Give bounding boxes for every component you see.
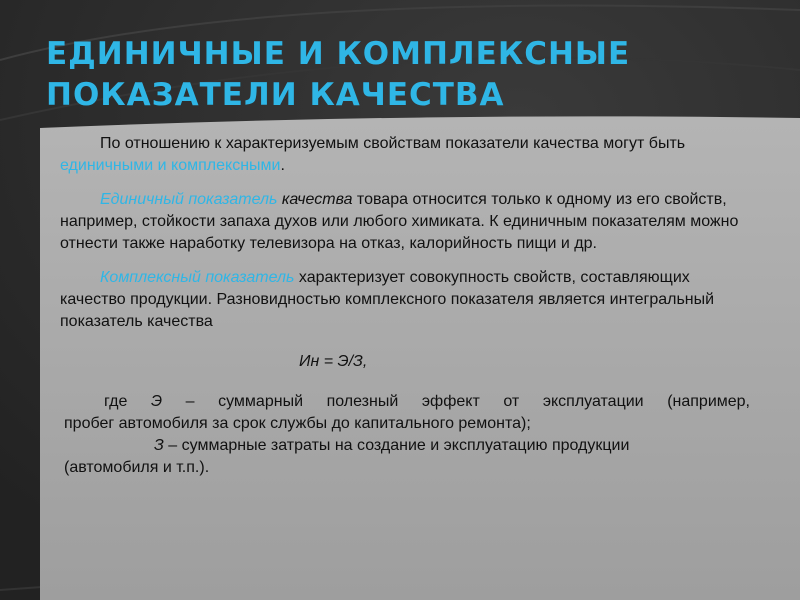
complex-indicator-text: характеризует совокупность свойств, составляющих качество продукции. Разновидностью комплексного показателя является интегральный показатель качества (60, 269, 715, 330)
legend-line-3 (64, 435, 750, 457)
title-line-2: ПОКАЗАТЕЛИ КАЧЕСТВА (46, 77, 505, 113)
paragraph-single-indicator (60, 189, 750, 255)
intro-highlight: единичными и комплексными (60, 157, 281, 174)
legend-line-4: (автомобиля и т.п.). (64, 459, 210, 476)
paragraph-complex-indicator (60, 267, 750, 333)
paragraph-intro (60, 133, 750, 177)
slide-title (46, 34, 766, 116)
single-indicator-text: товара относится только к одному из его свойств, например, стойкости запаха духов или любого химиката. К единичным показателям можно отнести также наработку телевизора на отказ, калорийность пищи и др. (60, 191, 739, 252)
single-indicator-italic: качества (277, 191, 353, 208)
formula: Ин = Э/З, (299, 353, 368, 370)
title-line-1: ЕДИНИЧНЫЕ И КОМПЛЕКСНЫЕ (46, 36, 631, 72)
intro-end: . (280, 157, 285, 174)
intro-text: По отношению к характеризуемым свойствам показатели качества могут быть (100, 135, 686, 152)
legend-line-1-text: – суммарный полезный эффект от эксплуатации (например, (162, 393, 751, 410)
legend-line-3-text: – суммарные затраты на создание и эксплуатацию продукции (163, 437, 630, 454)
legend-symbol-z: З (154, 437, 164, 454)
legend-line-1 (64, 391, 750, 413)
single-indicator-term: Единичный показатель (100, 191, 278, 208)
formula-legend (60, 391, 750, 479)
legend-prefix: где (104, 393, 151, 410)
complex-indicator-term: Комплексный показатель (100, 269, 295, 286)
legend-symbol-e: Э (150, 393, 163, 410)
slide-content (60, 133, 750, 479)
legend-line-2: пробег автомобиля за срок службы до капитального ремонта); (64, 415, 531, 432)
